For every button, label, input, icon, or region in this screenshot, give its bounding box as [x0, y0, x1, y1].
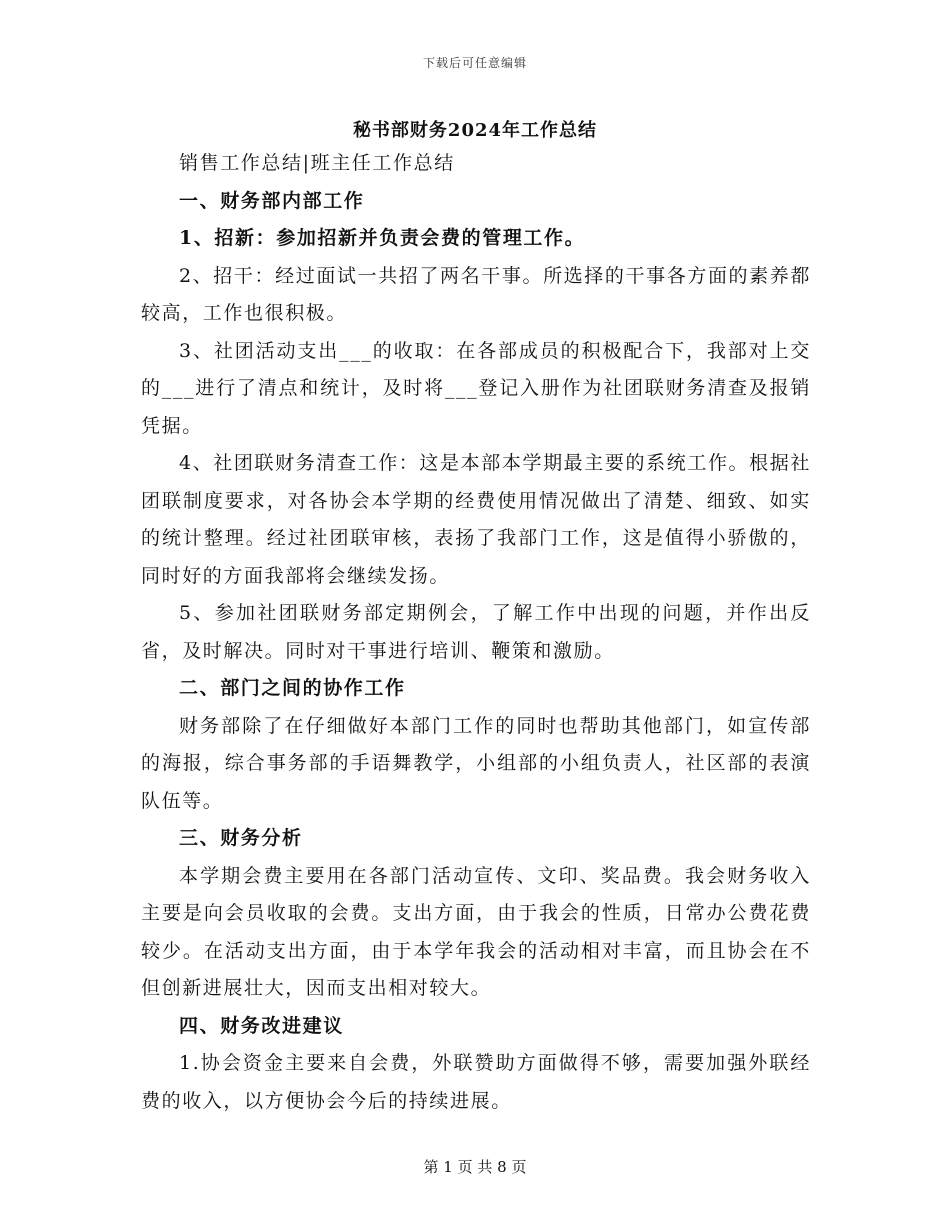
paragraph-heading: 1、招新：参加招新并负责会费的管理工作。: [179, 227, 586, 249]
body-paragraph: 财务部除了在仔细做好本部门工作的同时也帮助其他部门，如宣传部的海报，综合事务部的手语舞教学，小组部的小组负责人，社区部的表演队伍等。: [141, 714, 811, 812]
section-heading: 四、财务改进建议: [179, 1014, 344, 1037]
body-paragraph: 2、招干：经过面试一共招了两名干事。所选择的干事各方面的素养都较高，工作也很积极。: [141, 264, 811, 324]
body-paragraph: 4、社团联财务清查工作：这是本部本学期最主要的系统工作。根据社团联制度要求，对各协会本学期的经费使用情况做出了清楚、细致、如实的统计整理。经过社团联审核，表扬了我部门工作，这是值得小骄傲的，同时好的方面我部将会继续发扬。: [141, 452, 811, 587]
body-paragraph: 5、参加社团联财务部定期例会，了解工作中出现的问题，并作出反省，及时解决。同时对干事进行培训、鞭策和激励。: [141, 602, 811, 662]
document-subtitle: 销售工作总结|班主任工作总结: [179, 152, 455, 174]
document-title: 秘书部财务2024年工作总结: [352, 120, 598, 141]
body-paragraph: 1.协会资金主要来自会费，外联赞助方面做得不够，需要加强外联经费的收入，以方便协会今后的持续进展。: [141, 1052, 811, 1112]
section-heading: 二、部门之间的协作工作: [179, 677, 406, 699]
body-paragraph: 本学期会费主要用在各部门活动宣传、文印、奖品费。我会财务收入主要是向会员收取的会费。支出方面，由于我会的性质，日常办公费花费较少。在活动支出方面，由于本学年我会的活动相对丰富，而且协会在不但创新进展壮大，因而支出相对较大。: [141, 864, 811, 999]
section-heading: 三、财务分析: [179, 827, 303, 849]
section-heading: 一、财务部内部工作: [179, 189, 365, 212]
document-body: [141, 145, 811, 1120]
body-paragraph: 3、社团活动支出___的收取：在各部成员的积极配合下，我部对上交的___进行了清点和统计，及时将___登记入册作为社团联财务清查及报销凭据。: [141, 339, 811, 437]
download-note: 下载后可任意编辑: [422, 56, 527, 70]
page-number: 第 1 页 共 8 页: [423, 1158, 527, 1176]
